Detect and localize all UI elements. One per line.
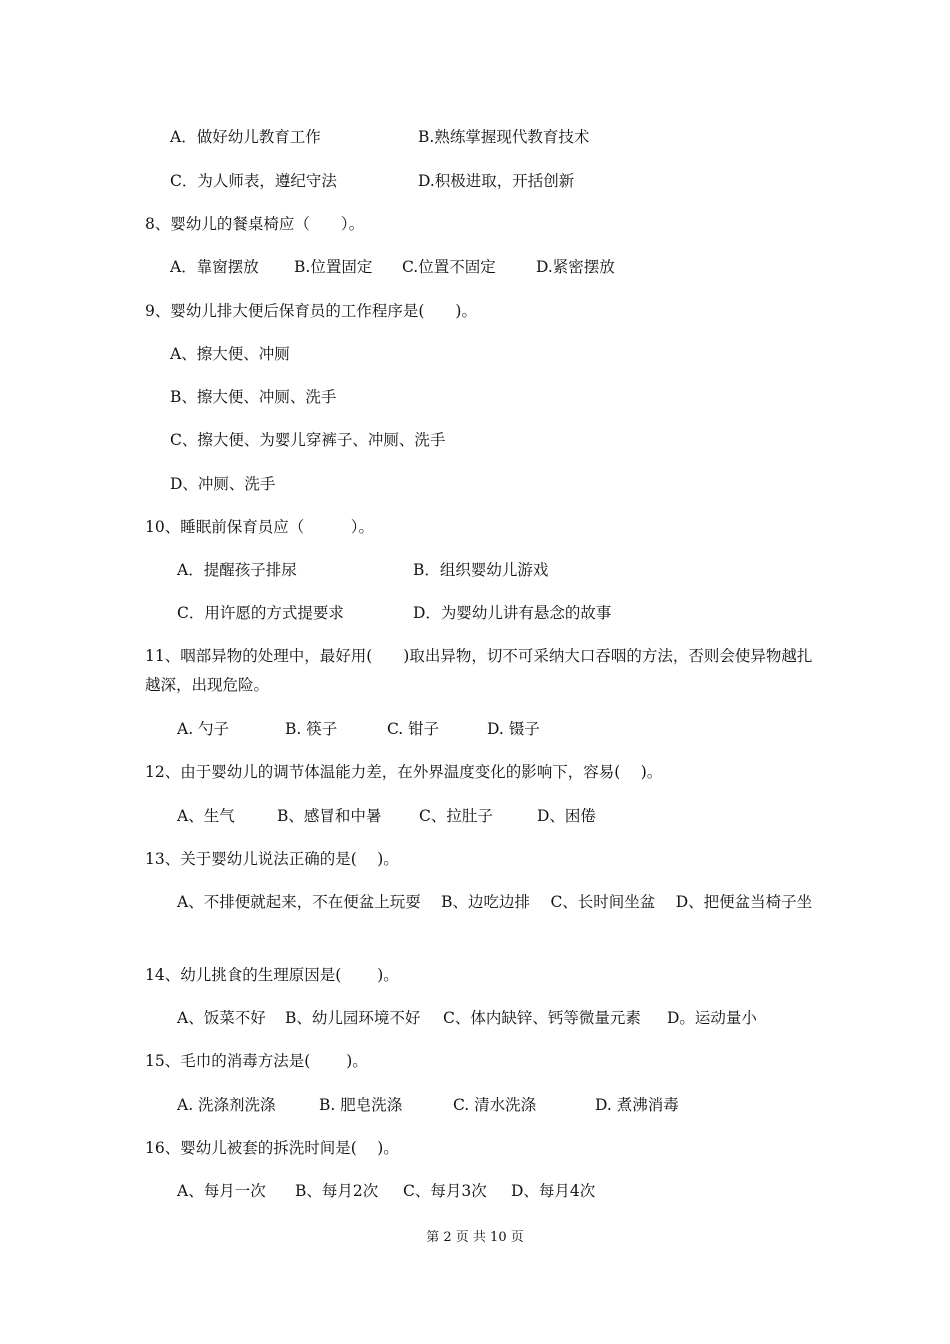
q8-option-d: D.紧密摆放	[536, 258, 615, 276]
q16-stem: 16、婴幼儿被套的拆洗时间是( )。	[145, 1139, 399, 1157]
q12-option-a: A、生气	[177, 807, 235, 825]
q9-option-b: B、擦大便、冲厕、洗手	[170, 388, 337, 406]
q15-option-d: D. 煮沸消毒	[595, 1096, 679, 1114]
q16-option-c: C、每月3次	[403, 1182, 487, 1200]
q8-option-a: A．靠窗摆放	[170, 258, 259, 276]
q11-option-b: B. 筷子	[285, 720, 338, 738]
q13-stem: 13、关于婴幼儿说法正确的是( )。	[145, 850, 399, 868]
q9-option-a: A、擦大便、冲厕	[170, 345, 290, 363]
q11-option-a: A. 勺子	[177, 720, 230, 738]
q7-option-d: D.积极进取，开括创新	[418, 172, 575, 190]
q11-stem: 11、咽部异物的处理中，最好用( )取出异物，切不可采纳大口吞咽的方法，否则会使异物越扎越深，出现危险。	[145, 647, 813, 694]
q15-option-c: C. 清水洗涤	[453, 1096, 537, 1114]
q7-option-c: C．为人师表，遵纪守法	[170, 172, 337, 190]
q14-option-d: D。运动量小	[667, 1009, 757, 1027]
q12-option-b: B、感冒和中暑	[277, 807, 382, 825]
q9-stem: 9、婴幼儿排大便后保育员的工作程序是( )。	[145, 302, 477, 320]
q14-option-a: A、饭菜不好	[177, 1009, 266, 1027]
q14-option-b: B、幼儿园环境不好	[285, 1009, 421, 1027]
q16-option-a: A、每月一次	[177, 1182, 266, 1200]
q14-stem: 14、幼儿挑食的生理原因是( )。	[145, 966, 399, 984]
q10-option-d: D．为婴幼儿讲有悬念的故事	[413, 604, 612, 622]
q10-option-a: A．提醒孩子排尿	[177, 561, 297, 579]
q8-option-c: C.位置不固定	[402, 258, 496, 276]
q15-option-b: B. 肥皂洗涤	[319, 1096, 403, 1114]
q10-option-b: B．组织婴幼儿游戏	[413, 561, 549, 579]
q12-option-c: C、拉肚子	[419, 807, 493, 825]
q10-option-c: C．用许愿的方式提要求	[177, 604, 344, 622]
q16-option-b: B、每月2次	[295, 1182, 379, 1200]
q8-stem: 8、婴幼儿的餐桌椅应（ ）。	[145, 215, 365, 233]
q9-option-c: C、擦大便、为婴儿穿裤子、冲厕、洗手	[170, 431, 446, 449]
q9-option-d: D、冲厕、洗手	[170, 475, 276, 493]
q14-option-c: C、体内缺锌、钙等微量元素	[443, 1009, 641, 1027]
q12-stem: 12、由于婴幼儿的调节体温能力差，在外界温度变化的影响下，容易( )。	[145, 763, 663, 781]
q7-option-b: B.熟练掌握现代教育技术	[418, 128, 590, 146]
q7-option-a: A．做好幼儿教育工作	[170, 128, 321, 146]
q8-option-b: B.位置固定	[294, 258, 373, 276]
q13-options: A、不排便就起来，不在便盆上玩耍 B、边吃边排 C、长时间坐盆 D、把便盆当椅子坐	[177, 893, 813, 911]
q15-stem: 15、毛巾的消毒方法是( )。	[145, 1052, 368, 1070]
q11-option-d: D. 镊子	[487, 720, 540, 738]
page-footer: 第 2 页 共 10 页	[426, 1230, 524, 1245]
q12-option-d: D、困倦	[537, 807, 596, 825]
q10-stem: 10、睡眠前保育员应（ ）。	[145, 518, 374, 536]
q11-option-c: C. 钳子	[387, 720, 440, 738]
q16-option-d: D、每月4次	[511, 1182, 596, 1200]
q15-option-a: A. 洗涤剂洗涤	[177, 1096, 276, 1114]
